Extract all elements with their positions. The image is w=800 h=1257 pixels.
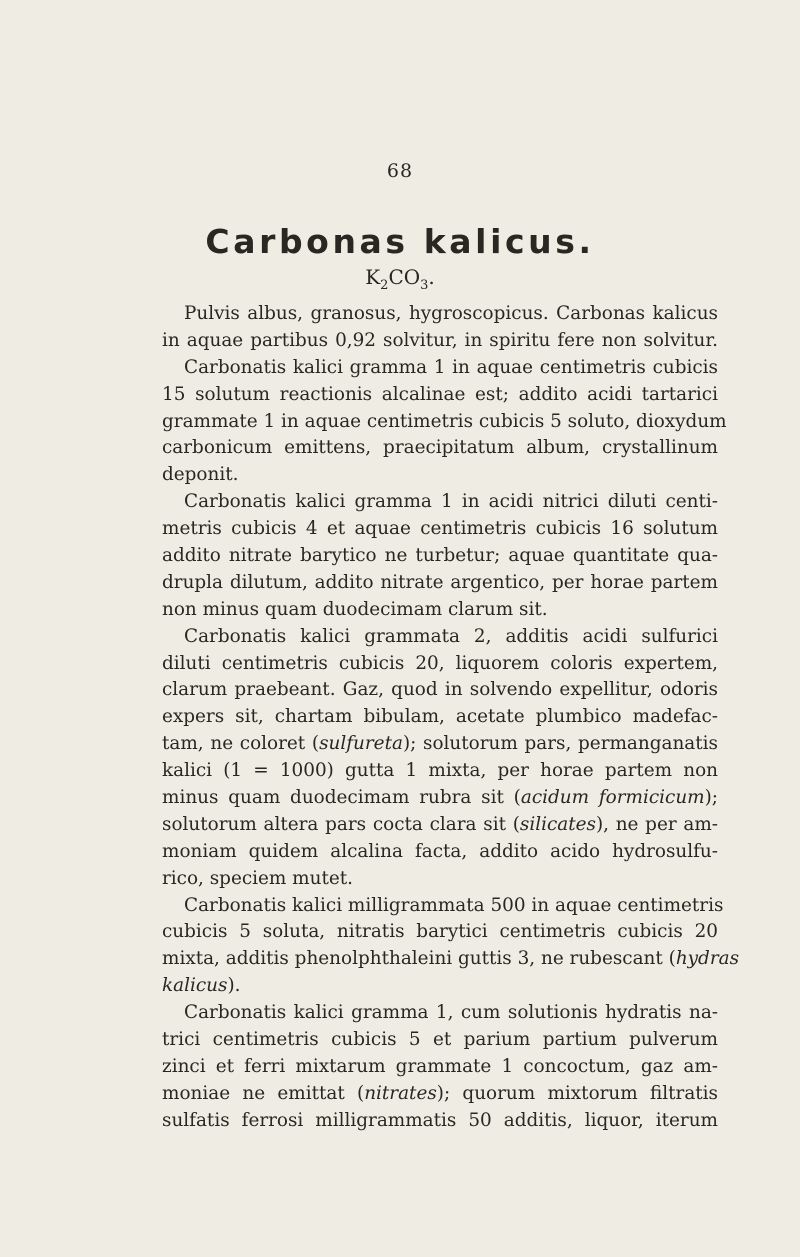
text-line: drupla dilutum, addito nitrate argentico, per horae partem <box>162 571 718 593</box>
text-line: Carbonatis kalici gramma 1, cum solutionis hydratis na- <box>184 1002 718 1024</box>
italic-term: kalicus <box>162 975 228 997</box>
italic-term: silicates <box>519 813 596 835</box>
page-number: 68 <box>386 160 414 182</box>
text-line <box>162 731 718 758</box>
text-segment: minus quam duodecimam rubra sit ( <box>162 787 521 809</box>
text-segment: ); <box>704 787 718 809</box>
italic-term: nitrates <box>364 1082 437 1104</box>
text-segment: moniae ne emittat ( <box>162 1082 365 1104</box>
text-line: Carbonatis kalici grammata 2, additis acidi sulfurici <box>184 625 718 647</box>
text-line: deponit. <box>162 464 239 486</box>
text-line: Carbonatis kalici milligrammata 500 in aquae centimetris <box>184 894 724 916</box>
chemical-formula <box>0 265 800 293</box>
text-line: sulfatis ferrosi milligrammatis 50 additis, liquor, iterum <box>162 1109 718 1131</box>
text-segment: solutorum altera pars cocta clara sit ( <box>162 813 520 835</box>
text-line <box>162 973 718 1000</box>
text-line: kalici (1 = 1000) gutta 1 mixta, per horae partem non <box>162 760 718 782</box>
text-line: grammate 1 in aquae centimetris cubicis 5 soluto, dioxydum <box>162 410 727 432</box>
text-line: Pulvis albus, granosus, hygroscopicus. Carbonas kalicus <box>184 303 718 324</box>
text-line: 15 solutum reactionis alcalinae est; addito acidi tartarici <box>162 383 718 405</box>
formula-subscript: 3 <box>420 278 429 293</box>
italic-term: acidum formicicum <box>520 787 705 809</box>
italic-term: hydras <box>675 948 740 970</box>
text-line: diluti centimetris cubicis 20, liquorem coloris expertem, <box>162 652 718 674</box>
text-segment: ). <box>227 975 241 997</box>
text-line <box>162 1081 718 1108</box>
text-line <box>162 812 718 839</box>
formula-subscript: 2 <box>380 278 389 293</box>
text-line: trici centimetris cubicis 5 et parium partium pulverum <box>162 1029 718 1051</box>
page-title: Carbonas kalicus. <box>205 222 595 261</box>
text-line: moniam quidem alcalina facta, addito acido hydrosulfu- <box>162 840 718 862</box>
text-line: zinci et ferri mixtarum grammate 1 concoctum, gaz am- <box>162 1055 718 1077</box>
formula-part: CO <box>388 265 421 289</box>
text-line: Carbonatis kalici gramma 1 in aquae centimetris cubicis <box>184 356 718 378</box>
formula-part: . <box>428 265 435 289</box>
text-line: rico, speciem mutet. <box>162 867 353 889</box>
text-segment: ); quorum mixtorum filtratis <box>436 1082 718 1104</box>
text-line: Carbonatis kalici gramma 1 in acidi nitrici diluti centi- <box>184 491 718 513</box>
text-line: cubicis 5 soluta, nitratis barytici centimetris cubicis 20 <box>162 921 718 943</box>
text-line <box>162 946 740 973</box>
text-line <box>162 785 718 812</box>
formula-part: K <box>365 265 381 289</box>
text-segment: ); solutorum pars, permanganatis <box>402 733 718 755</box>
text-segment: tam, ne coloret ( <box>162 733 320 755</box>
text-line: in aquae partibus 0,92 solvitur, in spiritu fere non solvitur. <box>162 329 718 351</box>
text-line: carbonicum emittens, praecipitatum album, crystallinum <box>162 437 718 459</box>
text-line: addito nitrate barytico ne turbetur; aquae quantitate qua- <box>162 545 718 567</box>
text-line: expers sit, chartam bibulam, acetate plumbico madefac- <box>162 706 718 728</box>
text-line: non minus quam duodecimam clarum sit. <box>162 598 548 620</box>
text-segment: ), ne per am- <box>595 813 718 835</box>
italic-term: sulfureta <box>319 733 403 755</box>
body-text <box>162 301 740 1135</box>
text-segment: mixta, additis phenolphthaleini guttis 3, ne rubescant ( <box>162 948 676 970</box>
text-line: clarum praebeant. Gaz, quod in solvendo expellitur, odoris <box>162 679 718 701</box>
text-line: metris cubicis 4 et aquae centimetris cubicis 16 solutum <box>162 518 718 540</box>
